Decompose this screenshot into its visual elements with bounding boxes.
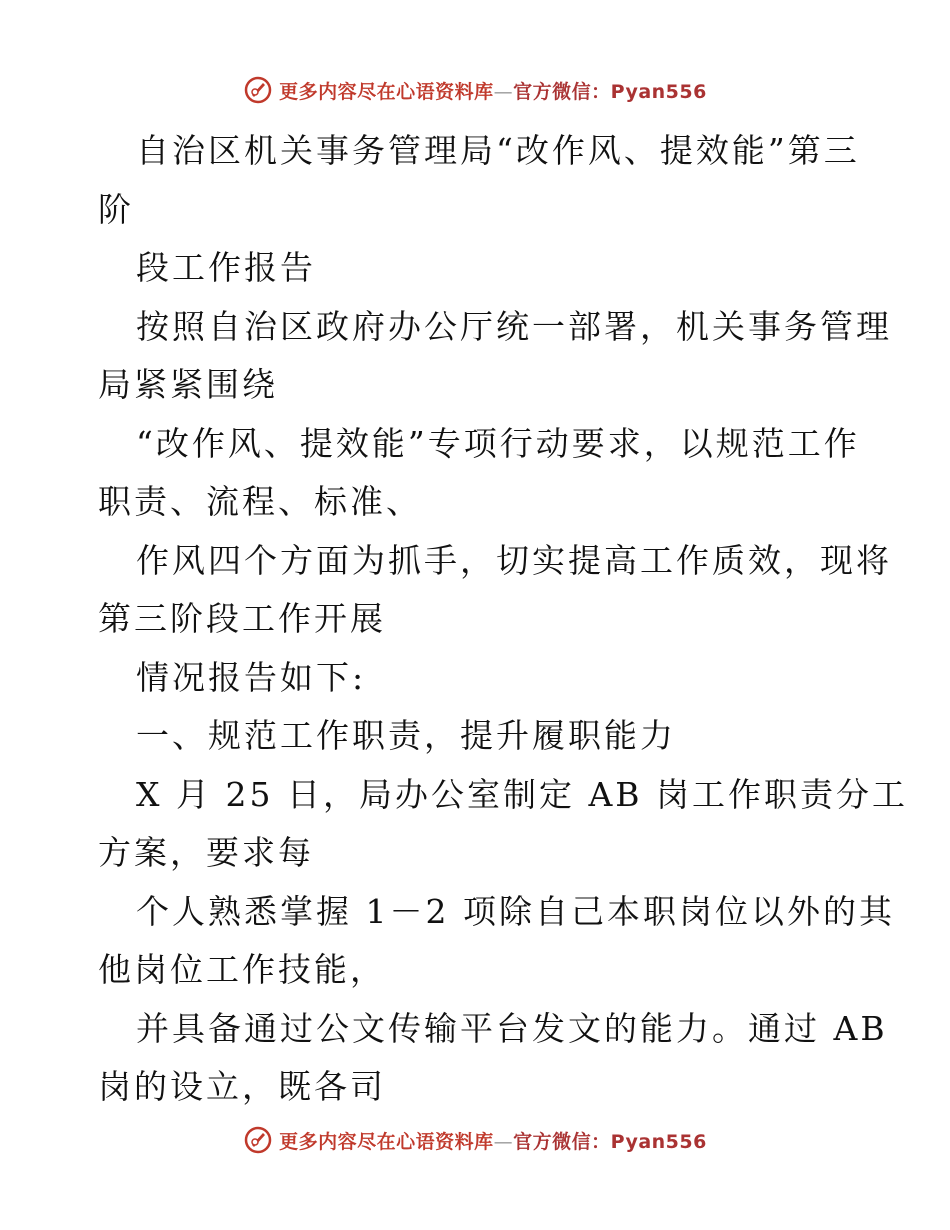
text-line: 岗的设立，既各司 bbox=[98, 1067, 386, 1106]
text-line: 方案，要求每 bbox=[98, 833, 314, 872]
text-line: 他岗位工作技能， bbox=[98, 950, 386, 989]
text-line: 阶 bbox=[98, 189, 134, 229]
banner-wechat-id: Pyan556 bbox=[610, 80, 707, 103]
banner-main-text: 更多内容尽在心语资料库 bbox=[279, 1130, 494, 1153]
text-line: X 月 25 日，局办公室制定 AB 岗工作职责分工 bbox=[136, 774, 909, 814]
banner-main-text: 更多内容尽在心语资料库 bbox=[279, 80, 494, 103]
banner-text bbox=[279, 77, 707, 104]
document-body bbox=[98, 122, 909, 1117]
text-line: 第三阶段工作开展 bbox=[98, 599, 386, 638]
logo-icon bbox=[243, 1125, 273, 1155]
text-line: 一、规范工作职责，提升履职能力 bbox=[136, 716, 676, 755]
text-line: 个人熟悉掌握 1－2 项除自己本职岗位以外的其 bbox=[136, 891, 895, 931]
text-line: 局紧紧围绕 bbox=[98, 365, 278, 404]
header-banner bbox=[0, 70, 950, 110]
text-line: 段工作报告 bbox=[136, 248, 316, 287]
text-line: 按照自治区政府办公厅统一部署，机关事务管理 bbox=[136, 306, 892, 346]
text-line: 并具备通过公文传输平台发文的能力。通过 AB bbox=[136, 1008, 888, 1048]
text-line: 职责、流程、标准、 bbox=[98, 482, 422, 521]
text-line: 作风四个方面为抓手，切实提高工作质效，现将 bbox=[136, 540, 892, 580]
banner-separator: — bbox=[493, 1130, 514, 1153]
banner-wechat-id: Pyan556 bbox=[610, 1130, 707, 1153]
text-line: 情况报告如下: bbox=[136, 657, 367, 697]
footer-banner bbox=[0, 1120, 950, 1160]
logo-icon bbox=[243, 75, 273, 105]
banner-text bbox=[279, 1127, 707, 1154]
banner-separator: — bbox=[493, 80, 514, 103]
text-line: “改作风、提效能”专项行动要求，以规范工作 bbox=[136, 423, 860, 463]
banner-wechat-label: 官方微信： bbox=[513, 80, 611, 103]
text-line: 自治区机关事务管理局“改作风、提效能”第三 bbox=[136, 131, 860, 170]
banner-wechat-label: 官方微信： bbox=[513, 1130, 611, 1153]
